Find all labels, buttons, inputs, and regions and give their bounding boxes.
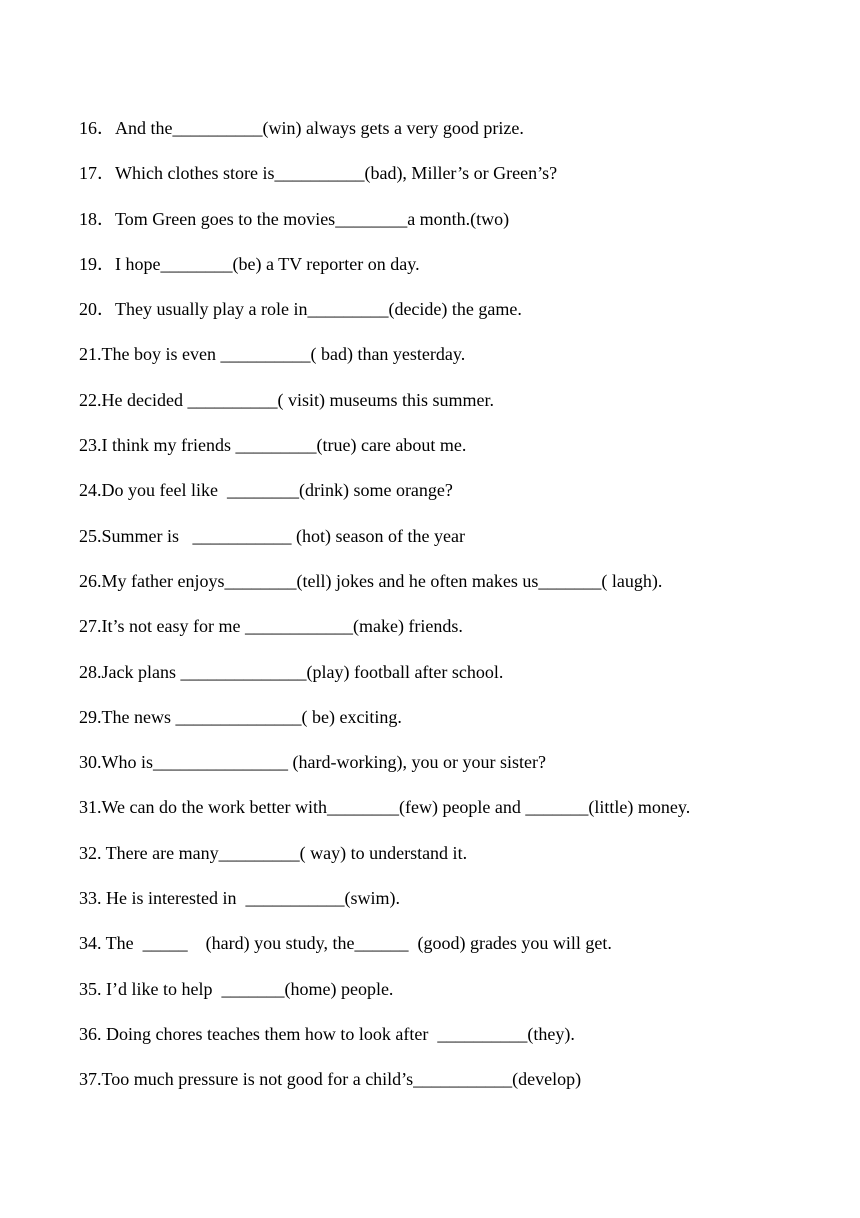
exercise-30: 30.Who is_______________ (hard-working), you or your sister?	[79, 752, 546, 773]
exercise-32: 32. There are many_________( way) to understand it.	[79, 842, 468, 863]
exercise-19: 19．I hope________(be) a TV reporter on day.	[79, 253, 420, 274]
exercise-36: 36. Doing chores teaches them how to look after __________(they).	[79, 1023, 575, 1044]
exercise-31: 31.We can do the work better with________(few) people and _______(little) money.	[79, 797, 691, 818]
exercise-34: 34. The _____ (hard) you study, the______ (good) grades you will get.	[79, 933, 612, 954]
exercise-22: 22.He decided __________( visit) museums this summer.	[79, 389, 494, 410]
exercise-28: 28.Jack plans ______________(play) football after school.	[79, 661, 504, 682]
worksheet	[79, 116, 819, 1113]
exercise-21: 21.The boy is even __________( bad) than yesterday.	[79, 344, 466, 365]
exercise-20: 20．They usually play a role in_________(decide) the game.	[79, 299, 522, 320]
exercise-25: 25.Summer is ___________ (hot) season of the year	[79, 525, 465, 546]
exercise-35: 35. I’d like to help _______(home) people.	[79, 978, 394, 999]
exercise-37: 37.Too much pressure is not good for a child’s___________(develop)	[79, 1069, 582, 1090]
exercise-18: 18．Tom Green goes to the movies________a month.(two)	[79, 208, 510, 229]
exercise-26: 26.My father enjoys________(tell) jokes and he often makes us_______( laugh).	[79, 570, 663, 591]
exercise-23: 23.I think my friends _________(true) care about me.	[79, 435, 467, 456]
exercise-17: 17．Which clothes store is__________(bad), Miller’s or Green’s?	[79, 163, 558, 184]
exercise-16: 16．And the__________(win) always gets a very good prize.	[79, 118, 524, 138]
exercise-24: 24.Do you feel like ________(drink) some orange?	[79, 480, 453, 501]
exercise-27: 27.It’s not easy for me ____________(make) friends.	[79, 616, 463, 637]
exercise-33: 33. He is interested in ___________(swim).	[79, 888, 400, 909]
exercise-29: 29.The news ______________( be) exciting.	[79, 706, 402, 727]
